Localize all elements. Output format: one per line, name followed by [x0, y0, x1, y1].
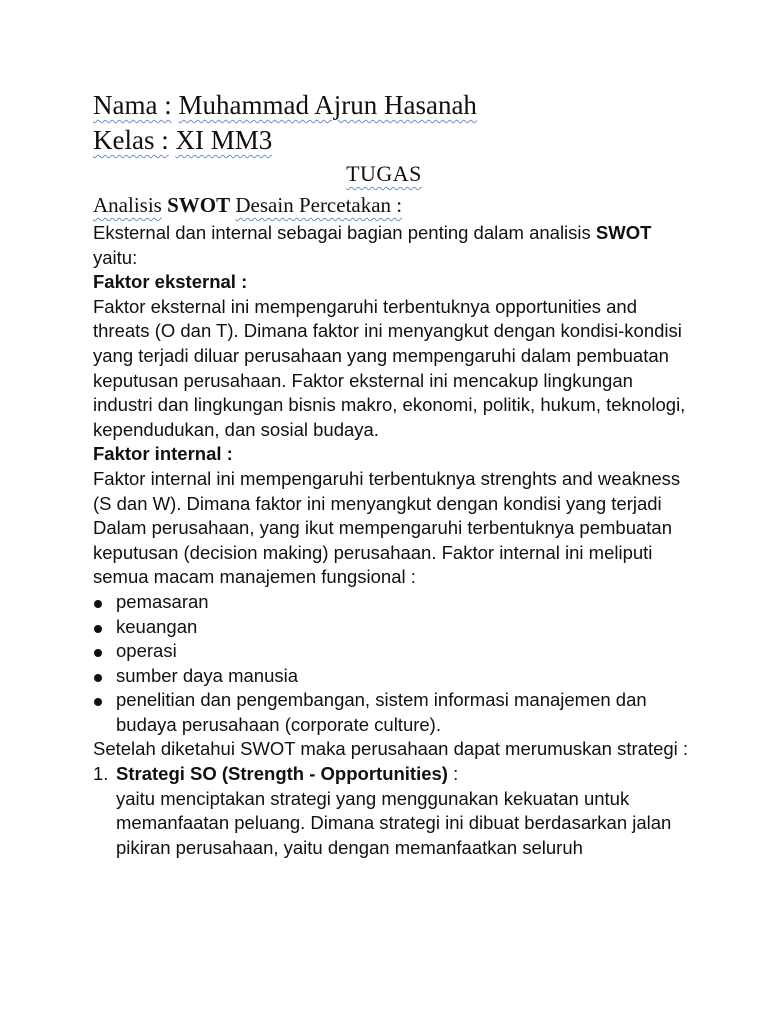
strategy-text: yaitu menciptakan strategi yang menggunakan kekuatan untuk memanfaatan peluang. Dimana strategi ini dibuat berdasarkan jalan pikiran perusahaan, yaitu dengan memanfaatkan seluruh: [116, 787, 672, 858]
list-item: penelitian dan pengembangan, sistem informasi manajemen dan budaya perusahaan (corporate culture).: [93, 688, 693, 737]
strategy-colon: :: [447, 763, 459, 785]
bullet-icon: [94, 600, 102, 608]
external-paragraph: Faktor eksternal ini mempengaruhi terbentuknya opportunities and threats (O dan T). Dimana faktor ini menyangkut dengan kondisi-kondisi yang terjadi diluar perusahaan yang mempengaruhi dalam pembuatan keputusan perusahaan. Faktor eksternal ini mencakup lingkungan industri dan lingkungan bisnis makro, ekonomi, politik, hukum, teknologi, kependudukan, dan sosial budaya.: [93, 295, 686, 440]
intro-tail: yaitu:: [93, 246, 138, 268]
class-label: Kelas :: [93, 125, 169, 155]
bullet-icon: [94, 625, 102, 633]
name-label: Nama :: [93, 90, 172, 120]
subtitle: [93, 192, 402, 218]
class-line: [93, 123, 272, 157]
document-title: [0, 160, 768, 188]
strategy-number: 1.: [93, 763, 109, 785]
strategy-list: [93, 762, 693, 860]
internal-heading: Faktor internal :: [93, 443, 233, 465]
list-item: pemasaran: [93, 590, 693, 615]
closing-paragraph: Setelah diketahui SWOT maka perusahaan dapat merumuskan strategi :: [93, 738, 689, 760]
name-line: [93, 88, 477, 122]
name-value: Muhammad Ajrun Hasanah: [178, 90, 477, 120]
intro-text: Eksternal dan internal sebagai bagian penting dalam analisis: [93, 222, 591, 243]
list-item: keuangan: [93, 615, 693, 640]
class-value: XI MM3: [175, 125, 273, 155]
bullet-icon: [94, 649, 102, 657]
document-body: [93, 221, 693, 860]
bullet-icon: [94, 698, 102, 706]
bullet-icon: [94, 674, 102, 682]
intro-paragraph: [93, 221, 693, 270]
subtitle-prefix: Analisis: [93, 193, 162, 217]
list-item: sumber daya manusia: [93, 664, 693, 689]
strategy-item: [93, 762, 693, 860]
subtitle-suffix: Desain Percetakan :: [235, 193, 403, 217]
external-heading: Faktor eksternal :: [93, 271, 248, 293]
list-item: operasi: [93, 639, 693, 664]
intro-bold: SWOT: [595, 222, 652, 243]
strategy-title: Strategi SO (Strength - Opportunities): [116, 763, 448, 785]
subtitle-bold: SWOT: [167, 193, 231, 217]
internal-paragraph: Faktor internal ini mempengaruhi terbentuknya strenghts and weakness (S dan W). Dimana faktor ini menyangkut dengan kondisi yang terjadi Dalam perusahaan, yang ikut mempengaruhi terbentuknya pembuatan keputusan (decision making) perusahaan. Faktor internal ini meliputi semua macam manajemen fungsional :: [93, 467, 681, 588]
function-list: [93, 590, 693, 738]
title-text: TUGAS: [346, 161, 422, 186]
